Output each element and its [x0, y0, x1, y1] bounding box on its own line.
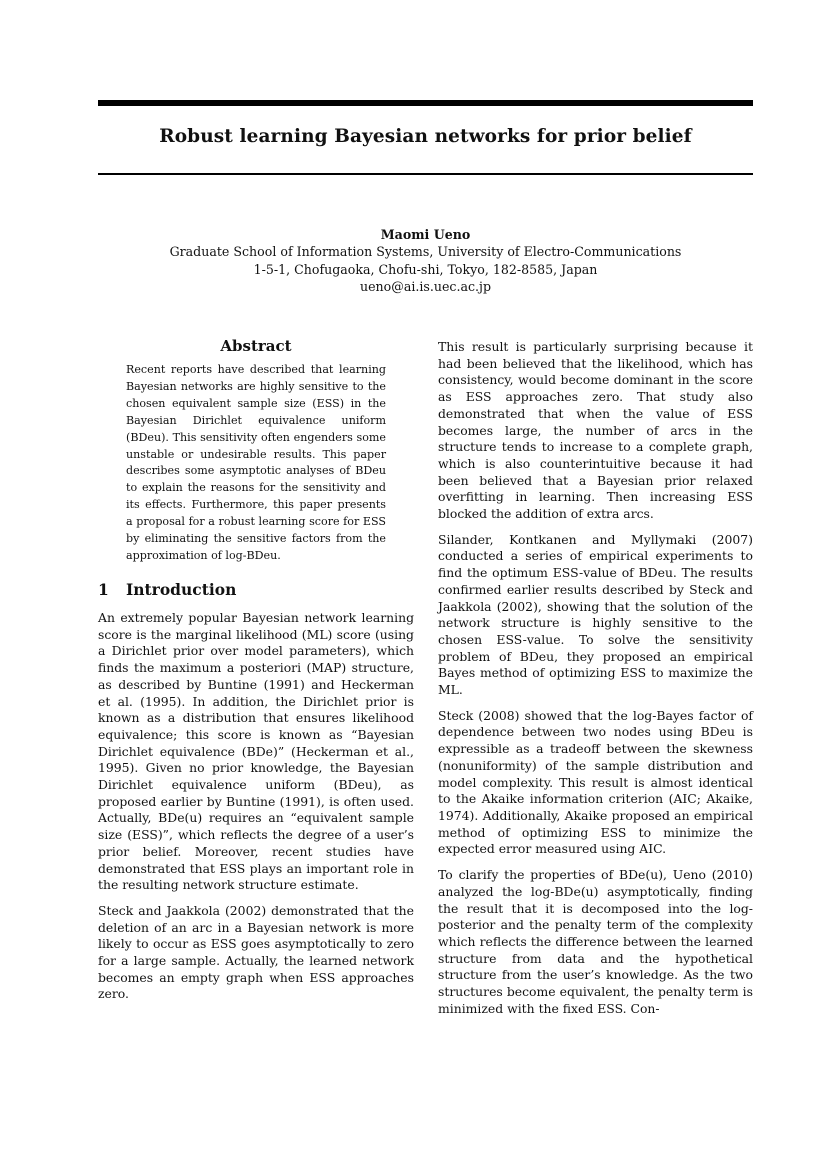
- right-paragraph-2: Silander, Kontkanen and Myllymaki (2007) conducted a series of empirical experiments to find the optimum ESS-value of BDeu. The results confirmed earlier results described by Steck and Jaakkola (2002), showing that the solution of the network structure is highly sensitive to the chosen ESS-value. To solve the sensitivity problem of BDeu, they proposed an empirical Bayes method of optimizing ESS to maximize the ML.: [438, 531, 753, 698]
- right-paragraph-3: Steck (2008) showed that the log-Bayes factor of dependence between two nodes using BDeu is expressible as a tradeoff between the skewness (nonuniformity) of the sample distribution and model complexity. This result is almost identical to the Akaike information criterion (AIC; Akaike, 1974). Additionally, Akaike proposed an empirical method of optimizing ESS to minimize the expected error measured using AIC.: [438, 707, 753, 857]
- section-heading-introduction: [98, 580, 414, 599]
- right-paragraph-4: To clarify the properties of BDe(u), Ueno (2010) analyzed the log-BDe(u) asymptotically, finding the result that it is decomposed into the log-posterior and the penalty term of the complexity which reflects the difference between the learned structure from data and the hypothetical structure from the user’s knowledge. As the two structures become equivalent, the penalty term is minimized with the fixed ESS. Con-: [438, 867, 753, 1016]
- author-block: [98, 226, 753, 295]
- section-title: Introduction: [126, 580, 237, 599]
- author-affiliation: Graduate School of Information Systems, University of Electro-Communications: [169, 244, 682, 260]
- abstract-heading: Abstract: [220, 337, 292, 355]
- abstract-text: Recent reports have described that learning Bayesian networks are highly sensitive to the chosen equivalent sample size (ESS) in the Bayesian Dirichlet equivalence uniform (BDeu). This sensitivity often engenders some unstable or undesirable results. This paper describes some asymptotic analyses of BDeu to explain the reasons for the sensitivity and its effects. Furthermore, this paper presents a proposal for a robust learning score for ESS by eliminating the sensitive factors from the approximation of log-BDeu.: [126, 363, 386, 562]
- right-column-body: [438, 339, 753, 1017]
- intro-paragraph-1: An extremely popular Bayesian network learning score is the marginal likelihood (ML) score (using a Dirichlet prior over model parameters), which finds the maximum a posteriori (MAP) structure, as described by Buntine (1991) and Heckerman et al. (1995). In addition, the Dirichlet prior is known as a distribution that ensures likelihood equivalence; this score is known as “Bayesian Dirichlet equivalence (BDe)” (Heckerman et al., 1995). Given no prior knowledge, the Bayesian Dirichlet equivalence uniform (BDeu), as proposed earlier by Buntine (1991), is often used. Actually, BDe(u) requires an “equivalent sample size (ESS)”, which reflects the degree of a user’s prior belief. Moreover, recent studies have demonstrated that ESS plays an important role in the resulting network structure estimate.: [98, 610, 414, 893]
- author-address: 1-5-1, Chofugaoka, Chofu-shi, Tokyo, 182-8585, Japan: [253, 261, 598, 277]
- top-rule: [98, 100, 753, 106]
- right-paragraph-1: This result is particularly surprising because it had been believed that the likelihood, which has consistency, would become dominant in the score as ESS approaches zero. That study also demonstrated that when the value of ESS becomes large, the number of arcs in the structure tends to increase to a complete graph, which is also counterintuitive because it had been believed that a Bayesian prior relaxed overfitting in learning. Then increasing ESS blocked the addition of extra arcs.: [438, 339, 753, 522]
- author-name: Maomi Ueno: [380, 227, 471, 242]
- intro-paragraph-2: Steck and Jaakkola (2002) demonstrated that the deletion of an arc in a Bayesian network is more likely to occur as ESS goes asymptotically to zero for a large sample. Actually, the learned network becomes an empty graph when ESS approaches zero.: [98, 902, 414, 1002]
- title-rule: [98, 173, 753, 175]
- section-number: 1: [98, 580, 109, 599]
- author-email: ueno@ai.is.uec.ac.jp: [359, 278, 492, 294]
- left-column-body: [98, 610, 414, 1003]
- paper-title: Robust learning Bayesian networks for prior belief: [159, 126, 692, 147]
